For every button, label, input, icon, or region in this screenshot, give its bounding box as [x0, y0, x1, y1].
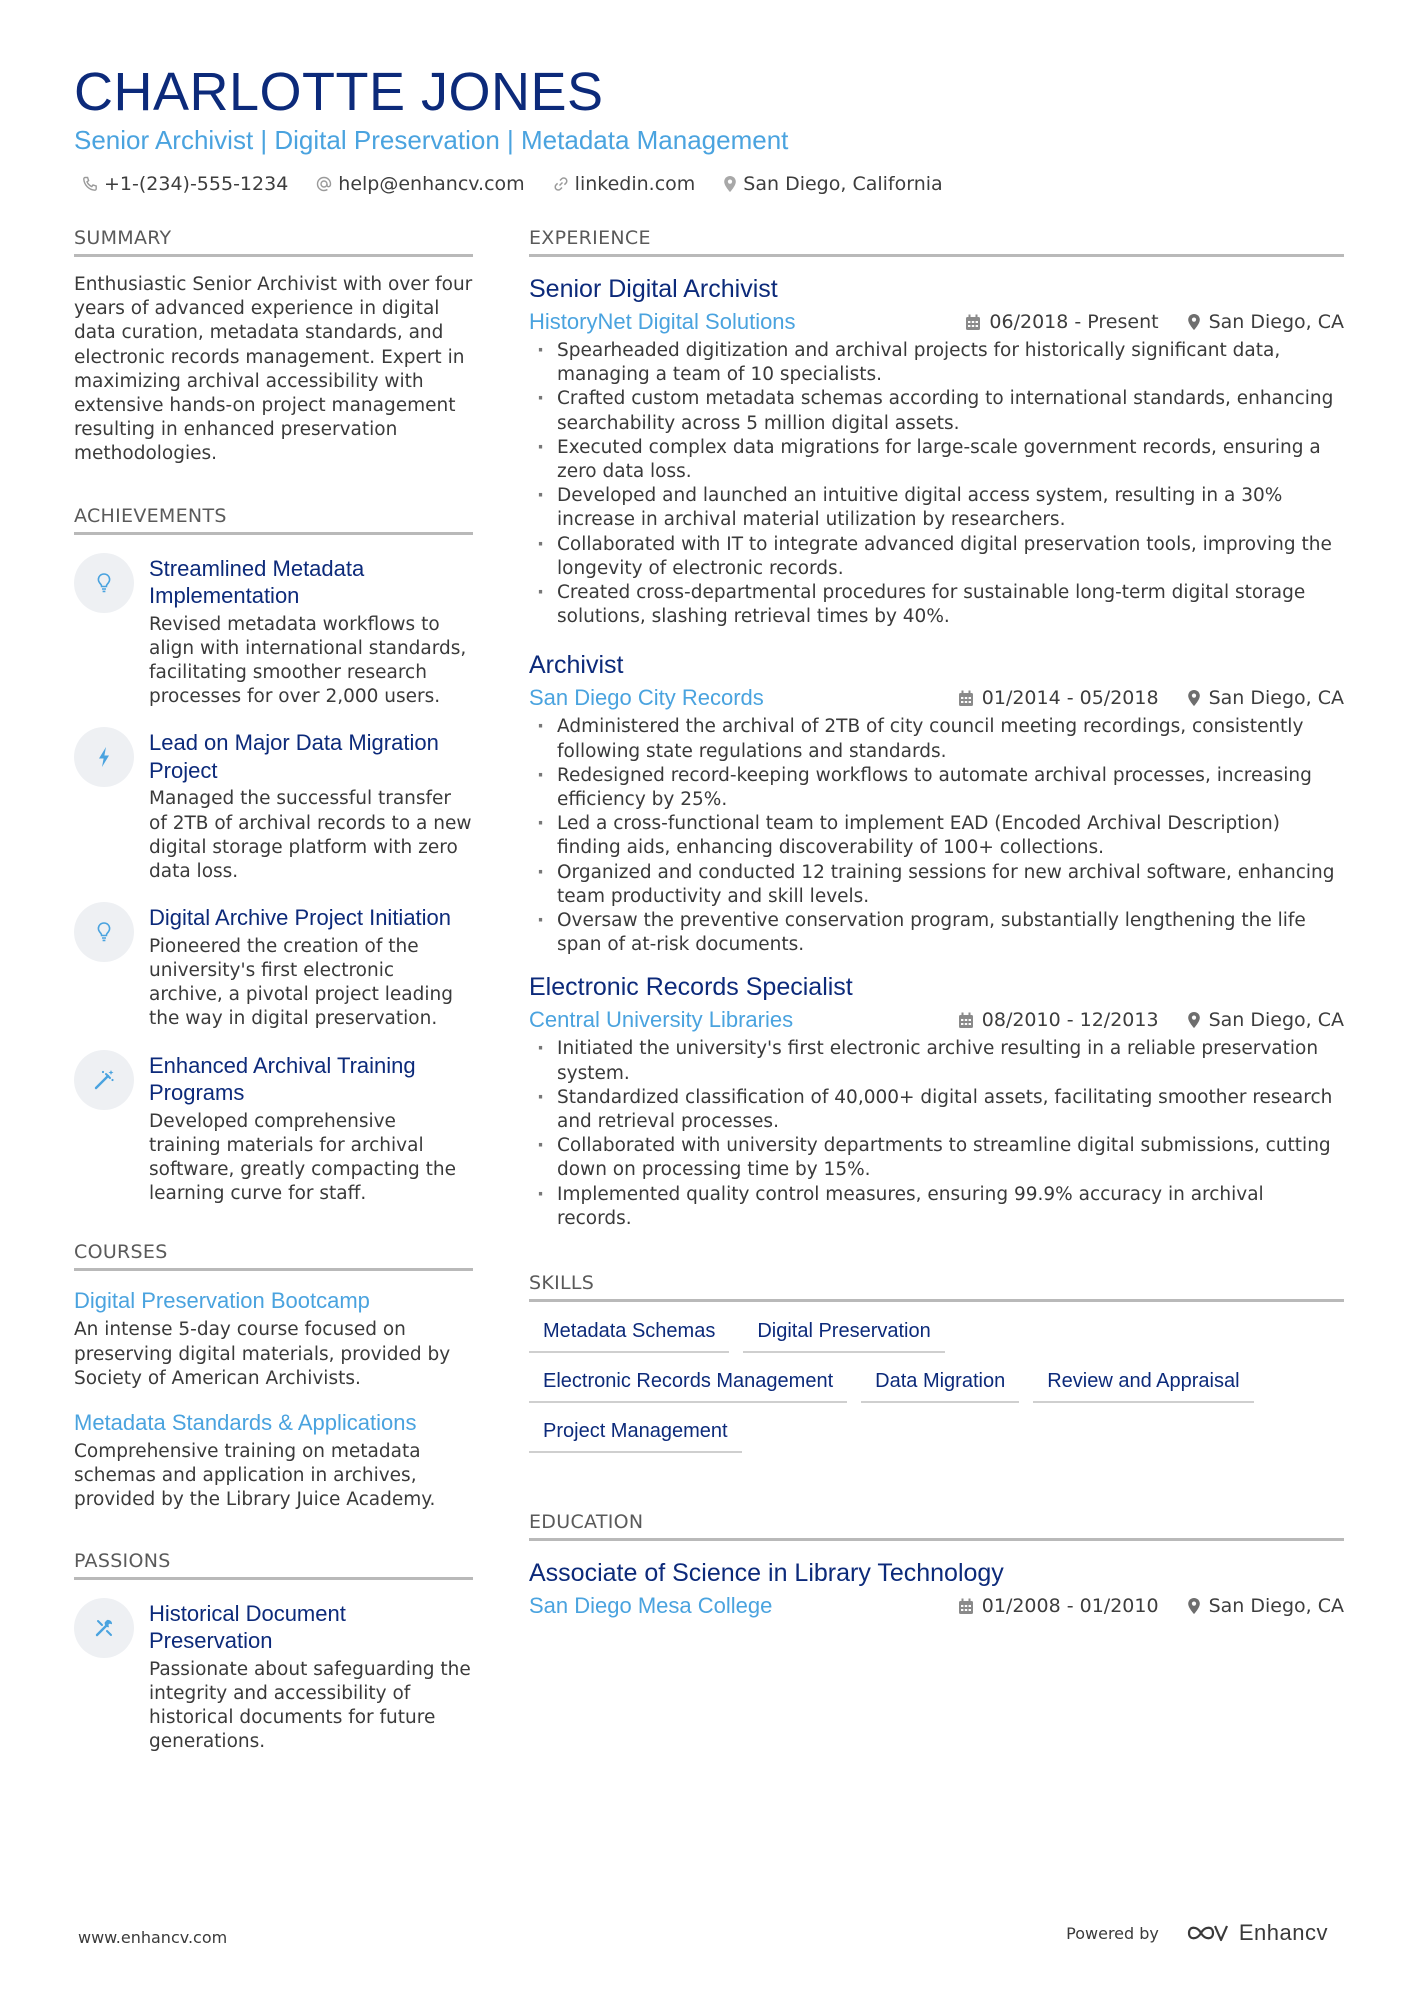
calendar-icon	[965, 314, 981, 331]
achievement-title: Digital Archive Project Initiation	[149, 905, 452, 931]
map-pin-icon	[1187, 313, 1201, 331]
courses-heading: COURSES	[74, 1240, 473, 1271]
job-bullet: · Redesigned record-keeping workflows to automate archival processes, increasing efficiency by 25%.	[529, 764, 1344, 812]
map-pin-icon	[1187, 689, 1201, 707]
achievement-description: Managed the successful transfer of 2TB of archival records to a new digital storage platform with zero data loss.	[149, 788, 472, 883]
achievement-title: Lead on Major Data Migration Project	[149, 730, 439, 783]
achievement-description: Developed comprehensive training materials for archival software, greatly compacting the learning curve for staff.	[149, 1110, 456, 1205]
courses-section	[74, 1240, 473, 1512]
footer-branding[interactable]	[1066, 1920, 1328, 1946]
achievement-item	[74, 555, 473, 710]
phone-icon	[82, 176, 98, 192]
job-bullets	[529, 1037, 1344, 1231]
brand-name: Enhancv	[1238, 1920, 1328, 1945]
job-bullet: · Executed complex data migrations for large-scale government records, ensuring a zero data loss.	[529, 436, 1344, 484]
candidate-name: CHARLOTTE JONES	[74, 62, 604, 122]
course-item	[74, 1287, 473, 1391]
passion-item	[74, 1600, 473, 1755]
education-location	[1187, 1595, 1344, 1617]
contact-email[interactable]	[316, 173, 524, 195]
contact-bar	[82, 170, 971, 198]
job-title: Electronic Records Specialist	[529, 973, 853, 1002]
left-column	[74, 226, 473, 1754]
course-title: Digital Preservation Bootcamp	[74, 1288, 370, 1314]
job-bullet: · Led a cross-functional team to implement EAD (Encoded Archival Description) finding aids, enhancing discoverability of 100+ collections.	[529, 812, 1344, 860]
job-bullet: · Administered the archival of 2TB of city council meeting recordings, consistently following state regulations and standards.	[529, 715, 1344, 763]
education-dates-text: 01/2008 - 01/2010	[981, 1595, 1159, 1618]
achievement-description: Pioneered the creation of the university's first electronic archive, a pivotal project leading the way in digital preservation.	[149, 935, 453, 1030]
education-location-text: San Diego, CA	[1208, 1595, 1344, 1618]
job-bullet: · Initiated the university's first electronic archive resulting in a reliable preservation system.	[529, 1037, 1344, 1085]
course-title: Metadata Standards & Applications	[74, 1409, 417, 1435]
job-entry	[529, 273, 1344, 629]
at-sign-icon	[316, 176, 332, 192]
skill-tag: Review and Appraisal	[1033, 1366, 1253, 1403]
linkedin-text: linkedin.com	[574, 173, 696, 195]
skill-tag: Digital Preservation	[743, 1316, 944, 1353]
tools-icon	[74, 1598, 134, 1658]
powered-by-text: Powered by	[1066, 1923, 1159, 1943]
job-bullet: · Spearheaded digitization and archival projects for historically significant data, managing a team of 10 specialists.	[529, 339, 1344, 387]
job-meta	[529, 681, 1344, 715]
job-entry	[529, 649, 1344, 957]
achievements-heading: ACHIEVEMENTS	[74, 504, 473, 535]
summary-text: Enthusiastic Senior Archivist with over four years of advanced experience in digital data curation, metadata standards, and electronic records management. Expert in maximizing archival accessibility with extensive hands-on project management resulting in enhanced preservation methodologies.	[74, 274, 473, 465]
calendar-icon	[958, 1012, 974, 1029]
job-bullet: · Developed and launched an intuitive digital access system, resulting in a 30% increase in archival material utilization by researchers.	[529, 484, 1344, 532]
enhancv-logo-icon	[1185, 1920, 1231, 1946]
job-bullet: · Oversaw the preventive conservation program, substantially lengthening the life span of at-risk documents.	[529, 909, 1344, 957]
calendar-icon	[958, 690, 974, 707]
job-dates-text: 01/2014 - 05/2018	[981, 687, 1159, 710]
passion-description: Passionate about safeguarding the integrity and accessibility of historical documents for future generations.	[149, 1658, 471, 1753]
job-location	[1187, 311, 1344, 333]
job-entry	[529, 971, 1344, 1231]
achievements-section	[74, 504, 473, 1207]
job-dates	[965, 311, 1158, 333]
achievement-item	[74, 1052, 473, 1207]
job-dates	[958, 687, 1159, 709]
job-bullet: · Standardized classification of 40,000+ digital assets, facilitating smoother research and retrieval processes.	[529, 1086, 1344, 1134]
job-dates	[958, 1009, 1159, 1031]
achievement-item	[74, 904, 473, 1031]
job-dates-text: 08/2010 - 12/2013	[981, 1009, 1159, 1032]
candidate-headline: Senior Archivist | Digital Preservation | Metadata Management	[74, 125, 789, 155]
job-company: San Diego City Records	[529, 685, 764, 711]
job-location	[1187, 1009, 1344, 1031]
skills-heading: SKILLS	[529, 1271, 1344, 1302]
map-pin-icon	[1187, 1011, 1201, 1029]
job-company: Central University Libraries	[529, 1007, 794, 1033]
footer-website[interactable]: www.enhancv.com	[78, 1928, 228, 1947]
education-heading: EDUCATION	[529, 1510, 1344, 1541]
skill-tag: Metadata Schemas	[529, 1316, 729, 1353]
contact-location	[723, 173, 942, 195]
job-meta	[529, 1003, 1344, 1037]
map-pin-icon	[1187, 1597, 1201, 1615]
education-dates	[958, 1595, 1159, 1617]
job-company: HistoryNet Digital Solutions	[529, 309, 796, 334]
job-bullet: · Organized and conducted 12 training sessions for new archival software, enhancing team productivity and skill levels.	[529, 861, 1344, 909]
contact-linkedin[interactable]	[553, 173, 696, 195]
education-degree: Associate of Science in Library Technology	[529, 1559, 1004, 1588]
education-entry	[529, 1557, 1344, 1623]
right-column	[529, 226, 1344, 1623]
education-section	[529, 1510, 1344, 1623]
link-icon	[553, 176, 569, 192]
job-bullets	[529, 715, 1344, 957]
job-dates-text: 06/2018 - Present	[989, 311, 1159, 333]
summary-heading: SUMMARY	[74, 226, 473, 257]
job-location-text: San Diego, CA	[1208, 687, 1344, 710]
summary-section	[74, 226, 473, 467]
education-school: San Diego Mesa College	[529, 1593, 773, 1619]
email-text: help@enhancv.com	[338, 173, 525, 195]
lightbulb-icon	[74, 553, 134, 613]
achievement-title: Streamlined Metadata Implementation	[149, 555, 365, 609]
job-location	[1187, 687, 1344, 709]
job-title: Senior Digital Archivist	[529, 275, 778, 303]
skills-list	[529, 1316, 1344, 1466]
experience-heading: EXPERIENCE	[529, 226, 1344, 257]
achievement-title: Enhanced Archival Training Programs	[149, 1052, 416, 1106]
location-text: San Diego, California	[743, 173, 943, 195]
education-meta	[529, 1589, 1344, 1623]
skill-tag: Data Migration	[861, 1366, 1019, 1403]
experience-section	[529, 226, 1344, 1231]
passions-section	[74, 1549, 473, 1755]
achievement-item	[74, 729, 473, 884]
course-description: Comprehensive training on metadata schemas and application in archives, provided by the Library Juice Academy.	[74, 1440, 436, 1511]
skill-tag: Electronic Records Management	[529, 1366, 847, 1403]
skills-section	[529, 1271, 1344, 1466]
job-title: Archivist	[529, 651, 624, 680]
phone-text: +1-(234)-555-1234	[104, 173, 289, 195]
job-meta	[529, 305, 1344, 339]
lightbulb-icon	[74, 902, 134, 962]
job-bullet: · Created cross-departmental procedures for sustainable long-term digital storage solutions, slashing retrieval times by 40%.	[529, 581, 1344, 629]
job-location-text: San Diego, CA	[1208, 311, 1344, 333]
skill-tag: Project Management	[529, 1416, 742, 1453]
job-bullet: · Collaborated with IT to integrate advanced digital preservation tools, improving the longevity of electronic records.	[529, 533, 1344, 581]
job-bullet: · Crafted custom metadata schemas according to international standards, enhancing searchability across 5 million digital assets.	[529, 387, 1344, 435]
map-pin-icon	[723, 175, 737, 193]
magic-wand-icon	[74, 1050, 134, 1110]
passions-heading: PASSIONS	[74, 1549, 473, 1580]
calendar-icon	[958, 1598, 974, 1615]
job-location-text: San Diego, CA	[1208, 1009, 1344, 1032]
contact-phone[interactable]	[82, 173, 288, 195]
job-bullet: · Implemented quality control measures, ensuring 99.9% accuracy in archival records.	[529, 1183, 1344, 1231]
lightning-bolt-icon	[74, 727, 134, 787]
job-bullet: · Collaborated with university departments to streamline digital submissions, cutting down on processing time by 15%.	[529, 1134, 1344, 1182]
achievement-description: Revised metadata workflows to align with international standards, facilitating smoother research processes for over 2,000 users.	[149, 613, 467, 708]
course-description: An intense 5-day course focused on preserving digital materials, provided by Society of American Archivists.	[74, 1319, 451, 1389]
job-bullets	[529, 339, 1344, 629]
passion-title: Historical Document Preservation	[149, 1600, 346, 1654]
course-item	[74, 1409, 473, 1513]
